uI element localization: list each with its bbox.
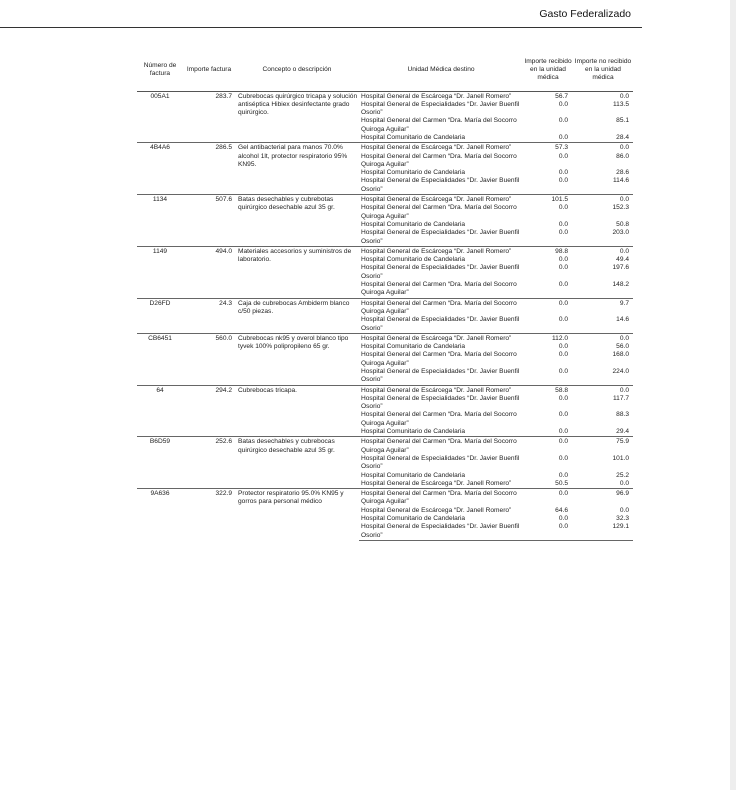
amount-not-received: 14.6 <box>616 316 629 324</box>
amount-not-received: 0.0 <box>573 246 633 256</box>
amount-received: 0.0 <box>523 437 573 455</box>
amount-not-received: 75.9 <box>573 437 633 455</box>
amount-received: 0.0 <box>558 100 568 108</box>
table-row <box>137 91 633 101</box>
col-header-amount: Importe factura <box>183 51 235 91</box>
amount-not-received: 56.0 <box>616 343 629 351</box>
medical-unit: Hospital Comunitario de Candelaria <box>361 515 466 523</box>
medical-unit: Hospital General de Escárcega “Dr. Janell Romero” <box>361 506 512 514</box>
amount-not-received: 0.0 <box>619 506 629 514</box>
amount-received: 0.0 <box>558 152 568 160</box>
medical-unit: Hospital General de Especialidades “Dr. Javier Buenfil Osorio” <box>361 177 520 193</box>
medical-unit: Hospital General del Carmen “Dra. María del Socorro Quiroga Aguilar” <box>361 152 517 168</box>
amount-not-received: 129.1 <box>573 523 633 540</box>
amount-not-received: 0.0 <box>573 143 633 153</box>
amount-received: 0.0 <box>558 454 568 462</box>
medical-unit: Hospital General del Carmen “Dra. María del Socorro Quiroga Aguilar” <box>361 281 517 297</box>
amount-not-received: 152.3 <box>612 204 629 212</box>
medical-unit: Hospital General de Escárcega “Dr. Janell Romero” <box>359 195 523 205</box>
invoice-amount: 494.0 <box>183 246 235 298</box>
medical-unit: Hospital General del Carmen “Dra. María del Socorro Quiroga Aguilar” <box>359 489 523 507</box>
amount-not-received: 28.6 <box>616 169 629 177</box>
invoice-amount: 283.7 <box>183 91 235 143</box>
amount-not-received: 25.2 <box>616 471 629 479</box>
amount-received: 98.8 <box>523 246 573 256</box>
amount-received: 0.0 <box>558 264 568 272</box>
amount-not-received: 224.0 <box>612 368 629 375</box>
amount-received: 0.0 <box>558 229 568 237</box>
invoice-number: D26FD <box>137 298 183 333</box>
table-row <box>137 333 633 343</box>
amount-received: 101.5 <box>523 195 573 205</box>
medical-unit: Hospital Comunitario de Candelaria <box>361 169 466 177</box>
amount-not-received: 85.1 <box>616 117 629 125</box>
medical-unit: Hospital General de Escárcega “Dr. Janell Romero” <box>359 246 523 256</box>
invoice-concept: Batas desechables y cubrebotas quirúrgico desechable azul 35 gr. <box>235 195 359 247</box>
amount-not-received: 50.8 <box>616 220 629 228</box>
medical-unit: Hospital General de Especialidades “Dr. Javier Buenfil Osorio” <box>359 523 523 540</box>
amount-received: 0.0 <box>558 515 568 523</box>
col-header-unit: Unidad Médica destino <box>359 51 523 91</box>
invoice-amount: 560.0 <box>183 333 235 385</box>
amount-not-received: 86.0 <box>616 152 629 160</box>
table-row <box>137 143 633 153</box>
invoice-concept: Cubrebocas nk95 y overol blanco tipo tyvek 100% polipropileno 65 gr. <box>235 333 359 385</box>
medical-unit: Hospital General del Carmen “Dra. María del Socorro Quiroga Aguilar” <box>361 411 517 427</box>
medical-unit: Hospital Comunitario de Candelaria <box>361 256 466 264</box>
amount-not-received: 0.0 <box>573 385 633 395</box>
medical-unit: Hospital General de Escárcega “Dr. Janell Romero” <box>359 143 523 153</box>
page-edge <box>730 0 736 790</box>
amount-received: 0.0 <box>558 343 568 351</box>
table-row <box>137 195 633 205</box>
amount-not-received: 9.7 <box>573 298 633 316</box>
medical-unit: Hospital General de Especialidades “Dr. Javier Buenfil Osorio” <box>361 394 520 411</box>
medical-unit: Hospital General de Especialidades “Dr. Javier Buenfil Osorio” <box>361 264 520 280</box>
invoice-amount: 252.6 <box>183 437 235 489</box>
table-row <box>137 246 633 256</box>
amount-received: 0.0 <box>558 368 568 375</box>
medical-unit: Hospital General de Especialidades “Dr. Javier Buenfil Osorio” <box>361 368 520 384</box>
medical-unit: Hospital General de Escárcega “Dr. Janell Romero” <box>361 479 512 487</box>
col-header-concept: Concepto o descripción <box>235 51 359 91</box>
col-header-received: Importe recibido en la unidad médica <box>523 51 573 91</box>
invoice-number: 1134 <box>137 195 183 247</box>
amount-received: 0.0 <box>558 177 568 185</box>
amount-not-received: 0.0 <box>573 333 633 343</box>
invoice-amount: 322.9 <box>183 489 235 541</box>
invoice-amount: 294.2 <box>183 385 235 437</box>
table-row <box>137 298 633 316</box>
invoice-concept: Protector respiratorio 95.0% KN95 y gorros para personal médico <box>235 489 359 541</box>
invoice-concept: Materiales accesorios y suministros de laboratorio. <box>235 246 359 298</box>
amount-received: 0.0 <box>558 394 568 402</box>
invoice-table <box>137 51 633 541</box>
table-row <box>137 385 633 395</box>
amount-received: 112.0 <box>523 333 573 343</box>
invoice-number: 64 <box>137 385 183 437</box>
amount-received: 56.7 <box>523 91 573 101</box>
amount-received: 0.0 <box>558 204 568 212</box>
amount-not-received: 197.6 <box>612 264 629 272</box>
amount-received: 0.0 <box>558 281 568 289</box>
medical-unit: Hospital General del Carmen “Dra. María del Socorro Quiroga Aguilar” <box>361 351 517 367</box>
medical-unit: Hospital General de Especialidades “Dr. Javier Buenfil Osorio” <box>361 229 520 245</box>
invoice-concept: Caja de cubrebocas Ambiderm blanco c/50 piezas. <box>235 298 359 333</box>
medical-unit: Hospital Comunitario de Candelaria <box>361 428 466 436</box>
table-row <box>137 437 633 455</box>
amount-received: 0.0 <box>558 316 568 324</box>
amount-received: 0.0 <box>558 169 568 177</box>
amount-received: 0.0 <box>523 489 573 507</box>
amount-received: 0.0 <box>558 428 568 436</box>
amount-not-received: 29.4 <box>616 428 629 436</box>
invoice-number: CB6451 <box>137 333 183 385</box>
medical-unit: Hospital General del Carmen “Dra. María del Socorro Quiroga Aguilar” <box>359 437 523 455</box>
col-header-invoice: Número de factura <box>137 51 183 91</box>
amount-not-received: 88.3 <box>616 411 629 419</box>
invoice-number: B6D59 <box>137 437 183 489</box>
table-header-row <box>137 51 633 91</box>
medical-unit: Hospital General del Carmen “Dra. María del Socorro Quiroga Aguilar” <box>359 298 523 316</box>
table-row <box>137 489 633 507</box>
invoice-number: 9A636 <box>137 489 183 541</box>
medical-unit: Hospital General del Carmen “Dra. María del Socorro Quiroga Aguilar” <box>361 117 517 133</box>
invoice-number: 4B4A6 <box>137 143 183 195</box>
invoice-concept: Cubrebocas tricapa. <box>235 385 359 437</box>
amount-received: 0.0 <box>523 298 573 316</box>
invoice-amount: 286.5 <box>183 143 235 195</box>
medical-unit: Hospital Comunitario de Candelaria <box>361 133 466 141</box>
amount-not-received: 28.4 <box>616 133 629 141</box>
medical-unit: Hospital Comunitario de Candelaria <box>361 220 466 228</box>
amount-not-received: 114.6 <box>612 177 629 185</box>
amount-not-received: 203.0 <box>612 229 629 237</box>
page-header <box>0 8 736 24</box>
amount-received: 0.0 <box>558 471 568 479</box>
amount-received: 58.8 <box>523 385 573 395</box>
medical-unit: Hospital General de Escárcega “Dr. Janell Romero” <box>359 385 523 395</box>
amount-received: 0.0 <box>523 523 573 540</box>
amount-received: 0.0 <box>558 220 568 228</box>
amount-received: 64.6 <box>555 506 568 514</box>
header-rule <box>0 27 642 28</box>
invoice-amount: 24.3 <box>183 298 235 333</box>
amount-not-received: 32.3 <box>616 515 629 523</box>
amount-not-received: 0.0 <box>619 479 629 487</box>
amount-not-received: 168.0 <box>612 351 629 359</box>
amount-received: 0.0 <box>558 256 568 264</box>
amount-received: 0.0 <box>558 117 568 125</box>
col-header-not-received: Importe no recibido en la unidad médica <box>573 51 633 91</box>
amount-not-received: 0.0 <box>573 91 633 101</box>
amount-not-received: 0.0 <box>573 195 633 205</box>
medical-unit: Hospital General de Especialidades “Dr. Javier Buenfil Osorio” <box>361 454 520 471</box>
amount-not-received: 113.5 <box>612 100 629 108</box>
page-title: Gasto Federalizado <box>539 8 631 20</box>
medical-unit: Hospital Comunitario de Candelaria <box>361 343 466 351</box>
amount-not-received: 96.9 <box>573 489 633 507</box>
medical-unit: Hospital General de Especialidades “Dr. Javier Buenfil Osorio” <box>361 100 520 117</box>
amount-not-received: 101.0 <box>612 454 629 462</box>
invoice-number: 1149 <box>137 246 183 298</box>
invoice-amount: 507.6 <box>183 195 235 247</box>
amount-not-received: 148.2 <box>612 281 629 289</box>
invoice-number: 005A1 <box>137 91 183 143</box>
medical-unit: Hospital General de Especialidades “Dr. Javier Buenfil Osorio” <box>361 316 520 332</box>
amount-received: 0.0 <box>558 351 568 359</box>
amount-received: 0.0 <box>558 411 568 419</box>
invoice-concept: Gel antibacterial para manos 70.0% alcohol 1lt, protector respiratorio 95% KN95. <box>235 143 359 195</box>
table-body <box>137 91 633 540</box>
medical-unit: Hospital General de Escárcega “Dr. Janell Romero” <box>359 91 523 101</box>
amount-received: 0.0 <box>558 133 568 141</box>
medical-unit: Hospital General del Carmen “Dra. María del Socorro Quiroga Aguilar” <box>361 204 517 220</box>
invoice-concept: Batas desechables y cubrebocas quirúrgico desechable azul 35 gr. <box>235 437 359 489</box>
invoice-concept: Cubrebocas quirúrgico tricapa y solución antiséptica Hibiex desinfectante grado quirúrgico. <box>235 91 359 143</box>
amount-not-received: 49.4 <box>616 256 629 264</box>
amount-not-received: 117.7 <box>612 394 629 402</box>
medical-unit: Hospital General de Escárcega “Dr. Janell Romero” <box>359 333 523 343</box>
amount-received: 50.5 <box>555 479 568 487</box>
medical-unit: Hospital Comunitario de Candelaria <box>361 471 466 479</box>
amount-received: 57.3 <box>523 143 573 153</box>
